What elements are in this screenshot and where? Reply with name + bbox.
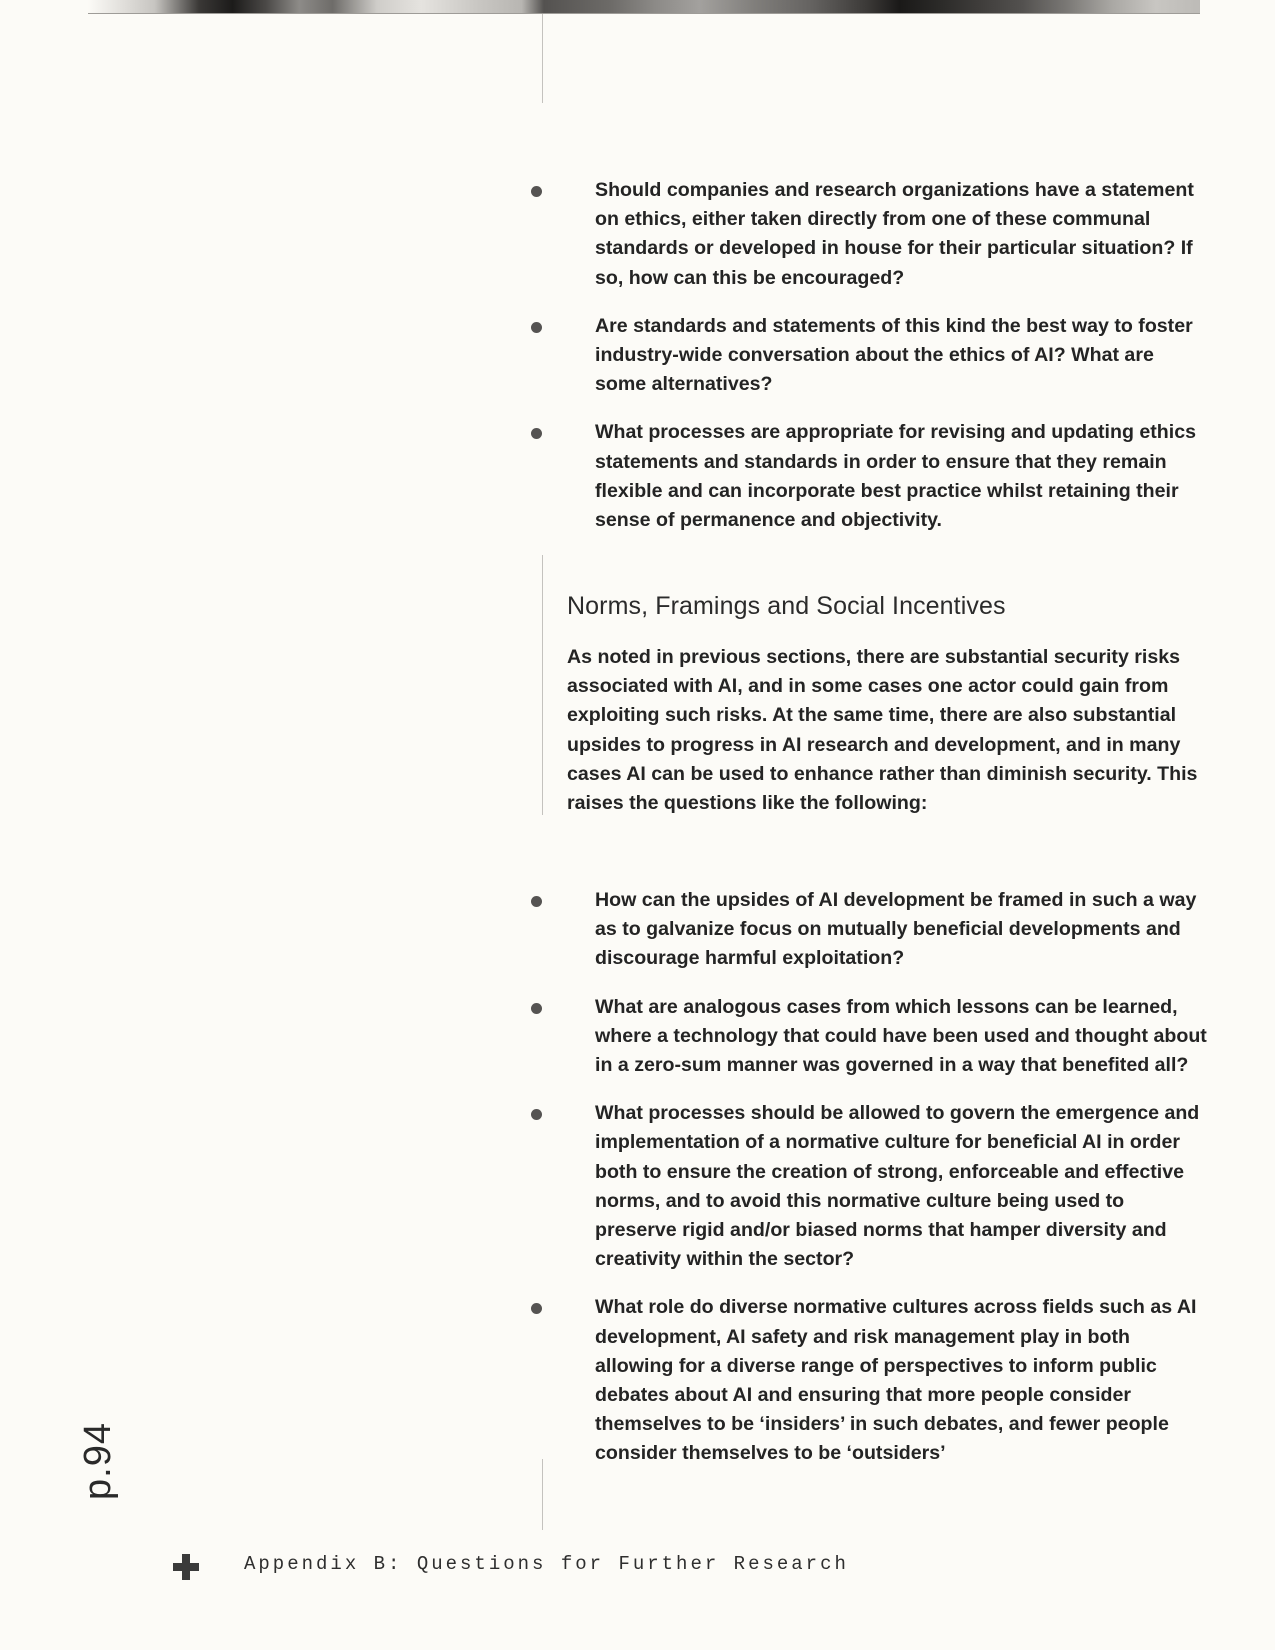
bullet-icon — [531, 1303, 542, 1314]
bullet-icon — [531, 1003, 542, 1014]
list-item — [528, 1099, 1208, 1274]
list-item — [528, 176, 1208, 293]
section-body-paragraph: As noted in previous sections, there are substantial security risks associated with AI, and in some cases one actor could gain from exploiting such risks. At the same time, there are also substantial upsides to progress in AI research and development, and in many cases AI can be used to enhance rather than diminish security. This raises the questions like the following: — [567, 646, 1198, 815]
plus-icon — [173, 1554, 199, 1580]
column-divider-middle — [542, 555, 543, 815]
bullet-icon — [531, 186, 542, 197]
list-item — [528, 312, 1208, 400]
list-item-text: What processes are appropriate for revising and updating ethics statements and standards in order to ensure that they remain flexible and can incorporate best practice whilst retaining their sense of permanence and objectivity. — [595, 421, 1197, 532]
list-item — [528, 418, 1208, 535]
column-divider-top — [542, 14, 543, 103]
list-item — [528, 1293, 1208, 1468]
page-number: p.94 — [77, 1422, 119, 1500]
list-item-text: How can the upsides of AI development be framed in such a way as to galvanize focus on mutually beneficial developments and discourage harmful exploitation? — [595, 889, 1197, 970]
question-list-norms — [528, 886, 1208, 1488]
question-list-ethics — [528, 176, 1208, 554]
header-gradient-band — [88, 0, 1200, 14]
list-item — [528, 993, 1208, 1081]
list-item — [528, 886, 1208, 974]
footer-section-label: Appendix B: Questions for Further Research — [244, 1553, 849, 1575]
header-rule — [88, 13, 1200, 14]
bullet-icon — [531, 428, 542, 439]
bullet-icon — [531, 896, 542, 907]
list-item-text: Are standards and statements of this kind the best way to foster industry-wide conversation about the ethics of AI? What are some alternatives? — [595, 314, 1193, 396]
list-item-text: What are analogous cases from which lessons can be learned, where a technology that could have been used and thought about in a zero-sum manner was governed in a way that benefited all? — [595, 995, 1207, 1077]
bullet-icon — [531, 1109, 542, 1120]
bullet-icon — [531, 322, 542, 333]
list-item-text: What role do diverse normative cultures across fields such as AI development, AI safety and risk management play in both allowing for a diverse range of perspectives to inform public debates about AI and ensuring that more people consider themselves to be ‘insiders’ in such debates, and fewer people consider themselves to be ‘outsiders’ — [595, 1296, 1197, 1465]
list-item-text: Should companies and research organizations have a statement on ethics, either taken directly from one of these communal standards or developed in house for their particular situation? If so, how can this be encouraged? — [595, 179, 1194, 289]
section-heading: Norms, Framings and Social Incentives — [567, 592, 1006, 620]
list-item-text: What processes should be allowed to govern the emergence and implementation of a normative culture for beneficial AI in order both to ensure the creation of strong, enforceable and effective norms, and to avoid this normative culture being used to preserve rigid and/or biased norms that hamper diversity and creativity within the sector? — [595, 1102, 1200, 1271]
